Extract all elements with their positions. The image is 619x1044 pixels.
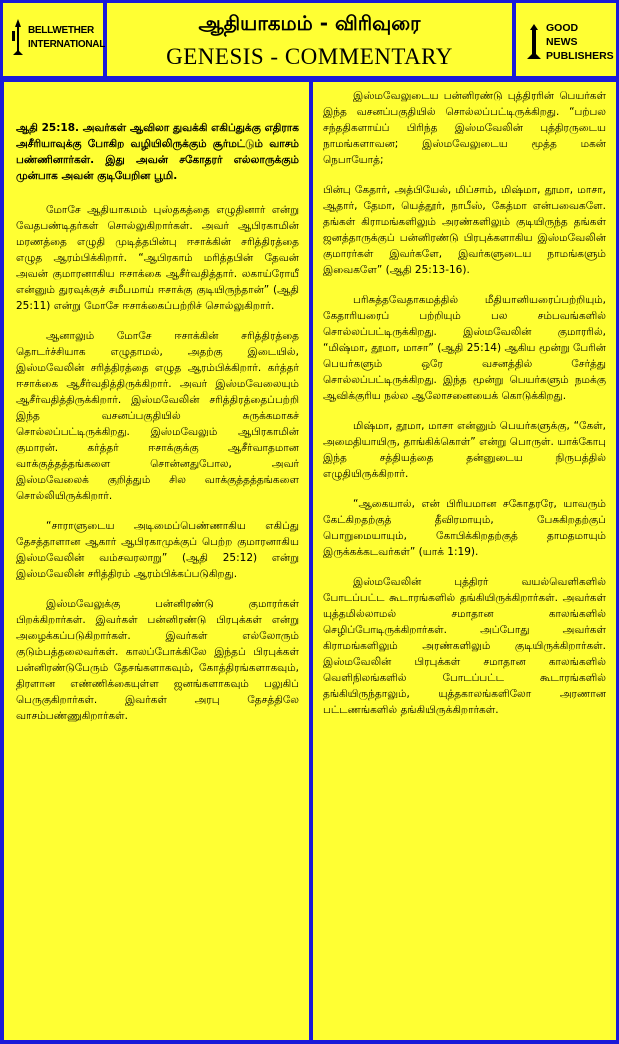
verse-text: ஆதி 25:18. அவர்கள் ஆவிலா துவக்கி எகிப்துக்கு எதிராக அசீரியாவுக்கு போகிற வழியிலிருக்கும் சூர்மட்டும் வாசம் பண்ணினார்கள். இது அவன் சகோதரர் எல்லாருக்கும் முன்பாக அவன் குடியேறின பூமி.: [16, 122, 299, 182]
paragraph: “சாராளுடைய அடிமைப்பெண்ணாகிய எகிப்து தேசத்தாளான ஆகார் ஆபிரகாமுக்குப் பெற்ற குமாரனாகிய இஸ்மவேலின் வம்சவரலாறு” (ஆதி 25:12) என்று இஸ்மவேலின் சரித்திரம் ஆரம்பிக்கப்படுகிறது.: [16, 520, 299, 580]
left-column: [4, 82, 309, 1040]
paragraph: மோசே ஆதியாகமம் புஸ்தகத்தை எழுதினார் என்று வேதபண்டிதர்கள் சொல்லுகிறார்கள். அவர் ஆபிரகாமின் மரணத்தை எழுதி முடித்தபின்பு ஈசாக்கின் சரித்திரத்தை எழுத ஆரம்பிக்கிறார். “ஆபிரகாம் மரித்தபின் தேவன் அவன் குமாரனாகிய ஈசாக்கை ஆசீர்வதித்தார். லகாய்ரோயீ என்னும் துரவுக்குச் சமீபமாய் ஈசாக்கு குடியிருந்தான்” (ஆதி 25:11) என்று மோசே ஈசாக்கைப்பற்றிச் சொல்லுகிறார்.: [16, 204, 299, 312]
title-english: GENESIS - COMMENTARY: [166, 44, 453, 69]
title-tamil: ஆதியாகமம் - விரிவுரை: [198, 11, 421, 35]
goodnews-icon: [526, 24, 542, 60]
paragraph: இஸ்மவேலுக்கு பன்னிரண்டு குமாரர்கள் பிறக்கிறார்கள். இவர்கள் பன்னிரண்டு பிரபுக்கள் என்று அழைக்கப்படுகிறார்கள். இவர்கள் எல்லோரும் குடும்பத்தலைவர்கள். காலப்போக்கிலே இந்தப் பிரபுக்கள் பன்னிரண்டுபேரும் தேசங்களாகவும், கோத்திரங்களாகவும், திரளான எண்ணிக்கையுள்ள ஜனங்களாகவும் பலுகிப் பெருகுகிறார்கள். இவர்கள் அரபு தேசத்திலே வாசம்பண்ணுகிறார்கள்.: [16, 598, 299, 722]
bellwether-logo: [11, 19, 106, 57]
paragraph: பின்பு கேதார், அத்பியேல், மிப்சாம், மிஷ்மா, தூமா, மாசா, ஆதார், தேமா, யெத்தூர், நாபீஸ், கேத்மா என்பவைகளே. தங்கள் கிராமங்களிலும் அரண்களிலும் குடியிருந்த தங்கள் ஜனத்தாருக்குப் பன்னிரண்டு பிரபுக்களாகிய இஸ்மவேலின் குமாரர்கள் இவர்களே, இவர்களுடைய நாமங்களும் இவைகளே” (ஆதி 25:13-16).: [323, 184, 606, 276]
page-header: [3, 3, 616, 76]
bellwether-logo-text: BELLWETHER INTERNATIONAL: [28, 25, 106, 50]
paragraph: இஸ்மவேலின் புத்திரர் வயல்வெளிகளில் போடப்பட்ட கூடாரங்களில் தங்கியிருக்கிறார்கள். அவர்கள் யுத்தமில்லாமல் சமாதான காலங்களில் செழிப்போடிருக்கிறார்கள். அப்போது அவர்கள் கிராமங்களிலும் அரண்களிலும் குடியிருக்கிறார்கள். இஸ்மவேலின் பிரபுக்கள் சமாதான காலங்களில் வெளிநிலங்களில் போடப்பட்ட கூடாரங்களில் தங்கியிருந்தாலும், யுத்தகாலங்களிலோ அரணான பட்டணங்களில் தங்கியிருக்கிறார்கள்.: [323, 576, 606, 716]
bellwether-icon: [11, 19, 25, 57]
right-column: [313, 82, 616, 1040]
goodnews-logo: [526, 21, 614, 63]
title-box: [107, 3, 512, 76]
paragraph: இஸ்மவேலுடைய பன்னிரண்டு புத்திரரின் பெயர்கள் இந்த வசனப்பகுதியில் சொல்லப்பட்டிருக்கிறது. “பற்பல சந்ததிகளாய்ப் பிரிந்த இஸ்மவேலின் புத்திரருடைய நாமங்களாவன; இஸ்மவேலுடைய மூத்த மகன் நெபாயோத்;: [323, 90, 606, 166]
paragraph: “ஆகையால், என் பிரியமான சகோதரரே, யாவரும் கேட்கிறதற்குத் தீவிரமாயும், பேசுகிறதற்குப் பொறுமையாயும், கோபிக்கிறதற்குத் தாமதமாயும் இருக்கக்கடவர்கள்” (யாக் 1:19).: [323, 498, 606, 558]
goodnews-logo-box: [516, 3, 616, 76]
paragraph: மிஷ்மா, தூமா, மாசா என்னும் பெயர்களுக்கு, “கேள், அமைதியாயிரு, தாங்கிக்கொள்” என்று பொருள். யாக்கோபு இந்த சத்தியத்தை தன்னுடைய நிருபத்தில் எழுதியிருக்கிறார்.: [323, 420, 606, 480]
paragraph: பரிசுத்தவேதாகமத்தில் மீதியானியரைப்பற்றியும், கேதாரியரைப் பற்றியும் பல சம்பவங்களில் சொல்லப்பட்டிருக்கிறது. இஸ்மவேலின் குமாரரில், “மிஷ்மா, தூமா, மாசா” (ஆதி 25:14) ஆகிய மூன்று பேரின் பெயர்களும் ஒரே வசனத்தில் சேர்த்து சொல்லப்பட்டிருக்கிறது. இந்த மூன்று பெயர்களும் நமக்கு ஆவிக்குரிய நல்ல ஆலோசனையைக் கொடுக்கிறது.: [323, 294, 606, 402]
paragraph: ஆனாலும் மோசே ஈசாக்கின் சரித்திரத்தை தொடர்ச்சியாக எழுதாமல், அதற்கு இடையில், இஸ்மவேலின் சரித்திரத்தை எழுத ஆரம்பிக்கிறார். கர்த்தர் ஈசாக்கை ஆசீர்வதித்திருக்கிறார். அவர் இஸ்மவேலையும் ஆசீர்வதித்திருக்கிறார். இஸ்மவேலின் சரித்திரத்தைப்பற்றி இந்த வசனப்பகுதியில் சுருக்கமாகச் சொல்லப்பட்டிருக்கிறது. இஸ்மவேலும் ஆபிரகாமின் குமாரன். கர்த்தர் ஈசாக்குக்கு ஆசீர்வாதமான வாக்குத்தத்தங்களை சொன்னதுபோல, அவர் இஸ்மவேலைக் குறித்தும் சில வாக்குத்தத்தங்களை சொல்லியிருக்கிறார்.: [16, 330, 299, 502]
bellwether-logo-box: [3, 3, 106, 76]
goodnews-logo-text: GOOD NEWS PUBLISHERS: [546, 22, 614, 62]
